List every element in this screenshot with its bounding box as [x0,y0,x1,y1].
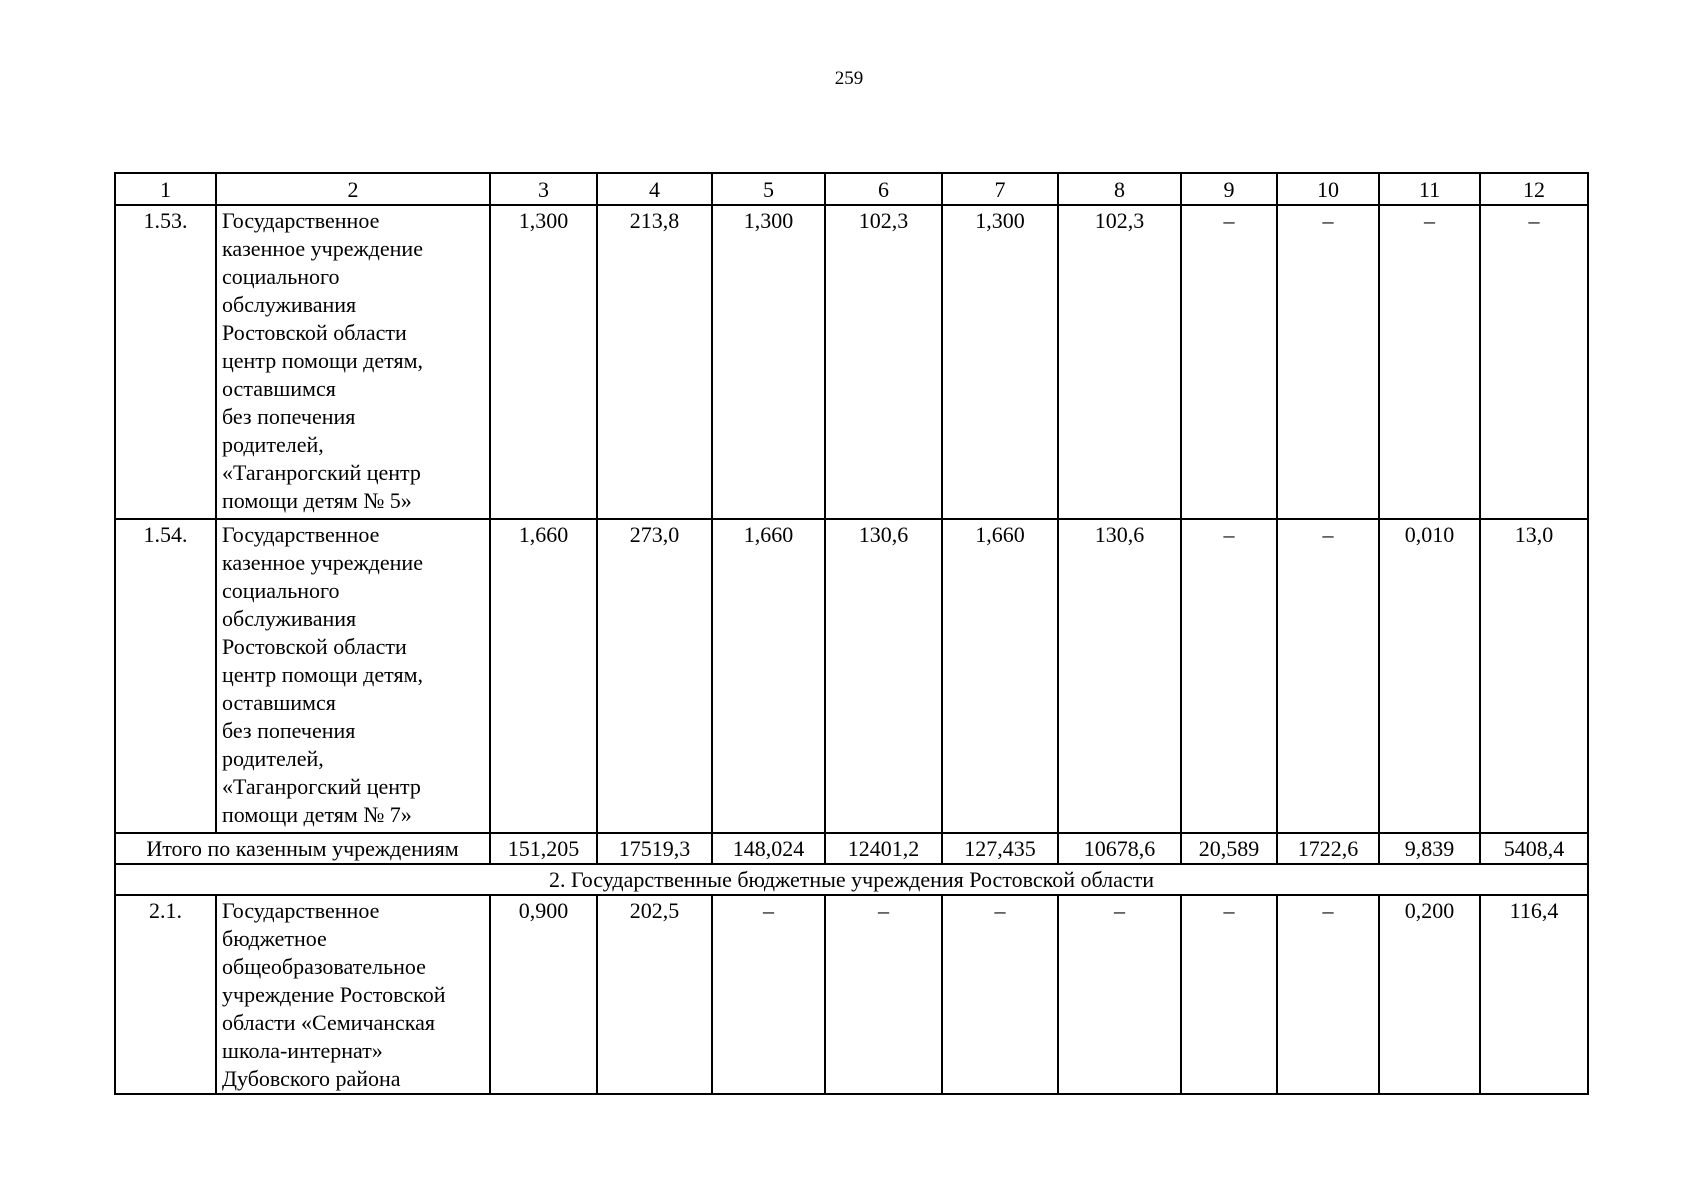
value-cell: – [1277,895,1379,1094]
value-cell: – [1277,205,1379,519]
value-cell: – [712,895,825,1094]
name-line: учреждение Ростовской [222,982,446,1007]
value-cell: 1,300 [490,205,597,519]
column-number: 4 [597,173,712,205]
value-cell: 213,8 [597,205,712,519]
name-line: родителей, [222,746,324,771]
name-line: помощи детям № 7» [222,802,412,827]
name-line: «Таганрогский центр [222,774,421,799]
column-number: 10 [1277,173,1379,205]
name-line: оставшимся [222,376,336,401]
name-line: Государственное [222,522,380,547]
name-line: без попечения [222,718,356,743]
value-cell: – [1181,895,1277,1094]
total-value: 148,024 [712,833,825,864]
name-line: социального [222,264,340,289]
value-cell: 1,660 [942,519,1058,833]
name-line: казенное учреждение [222,236,423,261]
value-cell: 1,660 [712,519,825,833]
value-cell: 202,5 [597,895,712,1094]
column-number: 8 [1058,173,1181,205]
data-table [114,172,1589,1095]
total-row [115,833,1588,864]
name-line: Ростовской области [222,320,407,345]
name-line: Ростовской области [222,634,407,659]
row-number: 1.54. [115,519,216,833]
total-value: 127,435 [942,833,1058,864]
name-line: школа-интернат» [222,1038,383,1063]
value-cell: 13,0 [1480,519,1588,833]
name-line: оставшимся [222,690,336,715]
column-number: 6 [825,173,942,205]
name-line: бюджетное [222,926,327,951]
value-cell: 102,3 [825,205,942,519]
value-cell: 1,660 [490,519,597,833]
value-cell: 0,900 [490,895,597,1094]
institution-name [216,519,490,833]
total-value: 5408,4 [1480,833,1588,864]
value-cell: 102,3 [1058,205,1181,519]
value-cell: – [1181,205,1277,519]
value-cell: – [825,895,942,1094]
section-header-row [115,864,1588,895]
name-line: области «Семичанская [222,1010,436,1035]
name-line: Государственное [222,208,380,233]
value-cell: – [942,895,1058,1094]
name-line: центр помощи детям, [222,348,424,373]
value-cell: 1,300 [942,205,1058,519]
total-value: 20,589 [1181,833,1277,864]
column-number: 3 [490,173,597,205]
column-number: 1 [115,173,216,205]
column-number: 11 [1379,173,1480,205]
value-cell: – [1379,205,1480,519]
total-value: 12401,2 [825,833,942,864]
total-label: Итого по казенным учреждениям [115,833,490,864]
column-number-row [115,173,1588,205]
name-line: родителей, [222,432,324,457]
value-cell: – [1277,519,1379,833]
total-value: 151,205 [490,833,597,864]
name-line: без попечения [222,404,356,429]
value-cell: 130,6 [825,519,942,833]
value-cell: – [1058,895,1181,1094]
name-line: социального [222,578,340,603]
column-number: 12 [1480,173,1588,205]
name-line: обслуживания [222,292,357,317]
value-cell: 0,010 [1379,519,1480,833]
name-line: центр помощи детям, [222,662,424,687]
column-number: 7 [942,173,1058,205]
name-line: обслуживания [222,606,357,631]
table-row [115,895,1588,1094]
value-cell: – [1480,205,1588,519]
row-number: 1.53. [115,205,216,519]
name-line: помощи детям № 5» [222,488,412,513]
column-number: 9 [1181,173,1277,205]
name-line: «Таганрогский центр [222,460,421,485]
value-cell: 0,200 [1379,895,1480,1094]
page-number: 259 [834,68,864,89]
value-cell: – [1181,519,1277,833]
name-line: казенное учреждение [222,550,423,575]
value-cell: 273,0 [597,519,712,833]
column-number: 5 [712,173,825,205]
institution-name [216,895,490,1094]
section-title: 2. Государственные бюджетные учреждения Ростовской области [115,864,1588,895]
name-line: Дубовского района [222,1066,401,1091]
total-value: 10678,6 [1058,833,1181,864]
value-cell: 116,4 [1480,895,1588,1094]
row-number: 2.1. [115,895,216,1094]
column-number: 2 [216,173,490,205]
total-value: 17519,3 [597,833,712,864]
value-cell: 1,300 [712,205,825,519]
total-value: 9,839 [1379,833,1480,864]
name-line: общеобразовательное [222,954,426,979]
institution-name [216,205,490,519]
name-line: Государственное [222,898,380,923]
value-cell: 130,6 [1058,519,1181,833]
total-value: 1722,6 [1277,833,1379,864]
table-row [115,519,1588,833]
table-row [115,205,1588,519]
